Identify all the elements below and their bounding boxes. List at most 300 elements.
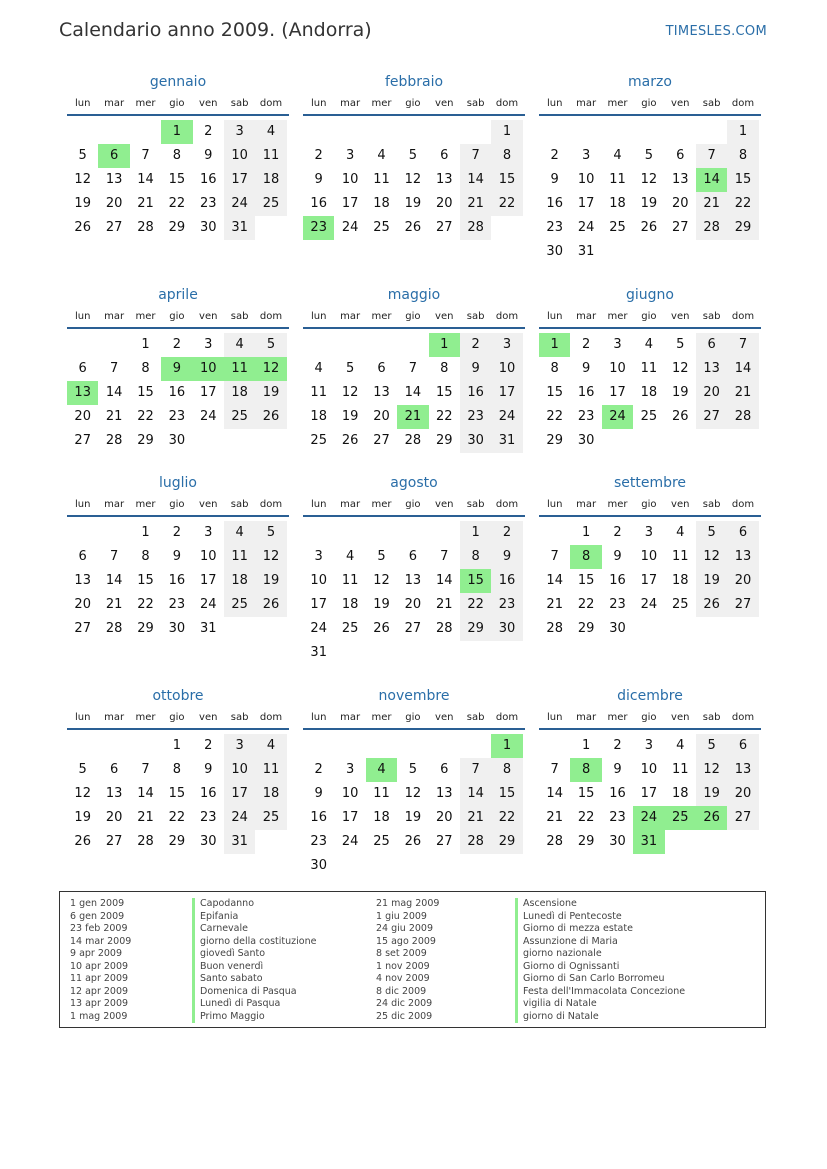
day-cell: 30 — [460, 429, 491, 453]
day-cell: 17 — [224, 782, 255, 806]
legend-holiday-name: Assunzione di Maria — [515, 936, 685, 949]
legend-holiday-name: Giorno di mezza estate — [515, 923, 685, 936]
day-cell: 1 — [491, 120, 522, 144]
day-cell: 11 — [609, 172, 626, 187]
weekday-header — [67, 493, 289, 517]
day-cell: 8 — [141, 361, 150, 376]
day-cell: 1 — [581, 738, 591, 753]
weekday-label: mar — [576, 97, 597, 109]
day-cell: 27 — [74, 621, 91, 636]
weekday-label: ven — [199, 310, 218, 322]
day-cell: 28 — [435, 621, 453, 636]
day-cell: 10 — [640, 549, 658, 564]
day-cell: 25 — [255, 806, 286, 830]
day-cell: 25 — [640, 409, 658, 424]
empty-day — [397, 734, 428, 758]
day-cell: 9 — [314, 786, 323, 801]
day-cell: 11 — [640, 361, 658, 376]
day-cell: 28 — [546, 834, 563, 849]
day-cell: 30 — [491, 617, 522, 641]
holiday-day-cell: 31 — [633, 830, 664, 854]
weekday-label: gio — [405, 711, 421, 723]
weekday-label: mer — [371, 97, 392, 109]
weekday-label: lun — [310, 310, 327, 322]
day-cell: 13 — [373, 385, 390, 400]
weekday-label: dom — [731, 97, 755, 109]
weekday-label: dom — [731, 711, 755, 723]
day-cell: 18 — [373, 810, 390, 825]
day-cell: 11 — [671, 762, 689, 777]
day-cell: 12 — [640, 172, 658, 187]
day-cell: 1 — [727, 120, 758, 144]
day-cell: 7 — [109, 549, 119, 564]
legend-holiday-name: Lunedì di Pentecoste — [515, 911, 685, 924]
month-maggio — [303, 285, 525, 453]
month-aprile — [67, 285, 289, 453]
day-cell: 6 — [440, 762, 449, 777]
day-cell: 22 — [460, 593, 491, 617]
day-cell: 17 — [310, 597, 327, 612]
day-cell: 26 — [404, 220, 422, 235]
month-giugno — [539, 285, 761, 453]
day-cell: 13 — [696, 357, 727, 381]
day-cell: 1 — [141, 525, 150, 540]
day-cell: 12 — [404, 172, 422, 187]
empty-day — [366, 521, 397, 545]
day-cell: 21 — [137, 196, 154, 211]
day-cell: 20 — [74, 409, 91, 424]
day-cell: 24 — [199, 597, 217, 612]
weekday-label: mar — [104, 310, 125, 322]
day-cell: 15 — [727, 168, 758, 192]
empty-day — [98, 120, 129, 144]
day-cell: 20 — [727, 569, 758, 593]
days-grid — [67, 120, 289, 240]
weekday-label: gio — [641, 97, 657, 109]
day-cell: 23 — [491, 593, 522, 617]
days-grid — [67, 734, 289, 854]
day-cell: 27 — [373, 433, 390, 448]
day-cell: 3 — [581, 148, 591, 163]
legend-date: 24 dic 2009 — [376, 998, 433, 1009]
day-cell: 3 — [345, 148, 355, 163]
day-cell: 12 — [404, 786, 422, 801]
day-cell: 5 — [345, 361, 355, 376]
day-cell: 16 — [310, 810, 327, 825]
day-cell: 4 — [613, 148, 622, 163]
weekday-label: sab — [702, 97, 721, 109]
day-cell: 25 — [224, 593, 255, 617]
weekday-label: ven — [671, 498, 690, 510]
day-cell: 18 — [671, 573, 689, 588]
day-cell: 25 — [341, 621, 359, 636]
legend-date: 1 gen 2009 — [70, 898, 125, 909]
empty-day — [366, 333, 397, 357]
days-grid — [303, 734, 525, 878]
holiday-day-cell: 8 — [570, 758, 601, 782]
days-grid — [303, 521, 525, 665]
legend-date: 23 feb 2009 — [70, 923, 128, 934]
day-cell: 12 — [341, 385, 359, 400]
day-cell: 14 — [404, 385, 422, 400]
day-cell: 30 — [168, 621, 186, 636]
day-cell: 10 — [224, 144, 255, 168]
day-cell: 8 — [550, 361, 559, 376]
weekday-label: mar — [340, 310, 361, 322]
empty-day — [460, 734, 491, 758]
day-cell: 14 — [105, 573, 123, 588]
empty-day — [67, 734, 98, 758]
day-cell: 20 — [373, 409, 390, 424]
day-cell: 5 — [408, 762, 417, 777]
empty-day — [602, 120, 633, 144]
day-cell: 5 — [255, 521, 286, 545]
day-cell: 21 — [546, 810, 563, 825]
weekday-label: dom — [731, 498, 755, 510]
day-cell: 24 — [224, 806, 255, 830]
month-name: novembre — [378, 688, 450, 704]
day-cell: 2 — [314, 148, 323, 163]
day-cell: 29 — [168, 220, 186, 235]
day-cell: 27 — [671, 220, 689, 235]
weekday-label: mer — [135, 498, 156, 510]
legend-holiday-name: giorno della costituzione — [192, 936, 316, 949]
day-cell: 21 — [460, 192, 491, 216]
legend-date: 12 apr 2009 — [70, 985, 129, 997]
holiday-day-cell: 15 — [460, 569, 491, 593]
day-cell: 20 — [671, 196, 689, 211]
day-cell: 14 — [727, 357, 758, 381]
legend-holiday-name: Primo Maggio — [192, 1011, 316, 1024]
legend-holiday-name: Festa dell'Immacolata Concezione — [515, 986, 685, 999]
day-cell: 21 — [105, 597, 123, 612]
days-grid — [303, 333, 525, 453]
empty-day — [334, 120, 365, 144]
empty-day — [303, 120, 334, 144]
day-cell: 16 — [168, 385, 186, 400]
day-cell: 26 — [255, 405, 286, 429]
day-cell: 25 — [255, 192, 286, 216]
month-gennaio — [67, 72, 289, 240]
day-cell: 18 — [373, 196, 390, 211]
day-cell: 6 — [440, 148, 449, 163]
empty-day — [98, 333, 129, 357]
day-cell: 20 — [435, 196, 453, 211]
day-cell: 27 — [74, 433, 91, 448]
days-grid — [67, 521, 289, 641]
day-cell: 6 — [727, 734, 758, 758]
day-cell: 26 — [696, 593, 727, 617]
day-cell: 14 — [460, 782, 491, 806]
empty-day — [67, 120, 98, 144]
weekday-header — [539, 92, 761, 116]
day-cell: 28 — [546, 621, 563, 636]
empty-day — [429, 734, 460, 758]
weekday-label: mer — [371, 711, 392, 723]
brand-link[interactable]: TIMESLES.COM — [665, 24, 767, 39]
day-cell: 2 — [613, 525, 622, 540]
day-cell: 10 — [609, 361, 626, 376]
day-cell: 4 — [314, 361, 323, 376]
day-cell: 23 — [310, 834, 327, 849]
day-cell: 12 — [255, 545, 286, 569]
empty-day — [696, 120, 727, 144]
weekday-header — [303, 92, 525, 116]
day-cell: 28 — [727, 405, 758, 429]
empty-day — [397, 521, 428, 545]
weekday-label: lun — [74, 498, 91, 510]
day-cell: 13 — [727, 545, 758, 569]
day-cell: 11 — [373, 172, 390, 187]
empty-day — [334, 734, 365, 758]
empty-day — [460, 120, 491, 144]
day-cell: 16 — [460, 381, 491, 405]
day-cell: 16 — [546, 196, 563, 211]
empty-day — [397, 333, 428, 357]
day-cell: 13 — [435, 786, 453, 801]
legend-date: 4 nov 2009 — [376, 973, 430, 984]
day-cell: 27 — [727, 806, 758, 830]
day-cell: 9 — [613, 549, 622, 564]
day-cell: 6 — [408, 549, 417, 564]
weekday-label: gio — [169, 711, 185, 723]
day-cell: 23 — [199, 196, 217, 211]
day-cell: 25 — [609, 220, 626, 235]
day-cell: 11 — [671, 549, 689, 564]
weekday-label: mar — [340, 498, 361, 510]
day-cell: 11 — [310, 385, 327, 400]
weekday-label: sab — [466, 97, 485, 109]
weekday-label: dom — [495, 498, 519, 510]
day-cell: 22 — [168, 810, 186, 825]
day-cell: 19 — [696, 569, 727, 593]
weekday-header — [67, 305, 289, 329]
day-cell: 14 — [546, 573, 563, 588]
weekday-label: mar — [340, 97, 361, 109]
day-cell: 25 — [224, 405, 255, 429]
weekday-label: ven — [199, 498, 218, 510]
legend-date: 25 dic 2009 — [376, 1010, 433, 1022]
weekday-label: dom — [259, 498, 283, 510]
weekday-label: sab — [466, 498, 485, 510]
weekday-label: ven — [199, 97, 218, 109]
holiday-day-cell: 1 — [539, 333, 570, 357]
holiday-day-cell: 13 — [67, 381, 98, 405]
day-cell: 15 — [435, 385, 453, 400]
day-cell: 30 — [546, 244, 563, 259]
day-cell: 29 — [577, 621, 595, 636]
day-cell: 1 — [460, 521, 491, 545]
day-cell: 28 — [137, 834, 154, 849]
day-cell: 12 — [696, 758, 727, 782]
weekday-label: mar — [576, 498, 597, 510]
day-cell: 16 — [310, 196, 327, 211]
day-cell: 17 — [640, 573, 658, 588]
legend-holiday-name: giorno nazionale — [515, 948, 685, 961]
day-cell: 6 — [78, 549, 87, 564]
weekday-label: lun — [546, 310, 563, 322]
day-cell: 10 — [640, 762, 658, 777]
day-cell: 18 — [224, 569, 255, 593]
legend-holiday-name: Lunedì di Pasqua — [192, 998, 316, 1011]
day-cell: 28 — [105, 621, 123, 636]
weekday-label: dom — [259, 310, 283, 322]
weekday-label: lun — [546, 711, 563, 723]
days-grid — [539, 734, 761, 854]
weekday-label: ven — [435, 711, 454, 723]
legend-holiday-name: Domenica di Pasqua — [192, 986, 316, 999]
weekday-label: mer — [607, 711, 628, 723]
legend-dates-col-1 — [70, 898, 131, 1023]
empty-day — [98, 521, 129, 545]
holiday-day-cell: 1 — [429, 333, 460, 357]
day-cell: 2 — [204, 124, 213, 139]
month-name: maggio — [387, 287, 441, 303]
weekday-header — [539, 305, 761, 329]
day-cell: 18 — [255, 168, 286, 192]
day-cell: 1 — [141, 337, 150, 352]
day-cell: 20 — [727, 782, 758, 806]
day-cell: 23 — [546, 220, 563, 235]
day-cell: 21 — [435, 597, 453, 612]
day-cell: 11 — [224, 545, 255, 569]
weekday-label: dom — [731, 310, 755, 322]
day-cell: 26 — [74, 834, 91, 849]
day-cell: 20 — [105, 196, 123, 211]
weekday-label: sab — [702, 498, 721, 510]
month-name: marzo — [628, 74, 672, 90]
day-cell: 9 — [314, 172, 323, 187]
holiday-day-cell: 6 — [98, 144, 129, 168]
day-cell: 21 — [137, 810, 154, 825]
day-cell: 27 — [696, 405, 727, 429]
day-cell: 22 — [137, 409, 154, 424]
day-cell: 29 — [727, 216, 758, 240]
day-cell: 3 — [644, 525, 653, 540]
weekday-label: ven — [671, 97, 690, 109]
day-cell: 1 — [172, 738, 181, 753]
day-cell: 16 — [491, 569, 522, 593]
day-cell: 24 — [577, 220, 595, 235]
day-cell: 8 — [141, 549, 150, 564]
legend-holiday-name: giovedì Santo — [192, 948, 316, 961]
weekday-label: lun — [310, 97, 327, 109]
legend-date: 1 giu 2009 — [376, 910, 427, 922]
empty-day — [67, 521, 98, 545]
day-cell: 2 — [581, 337, 591, 352]
day-cell: 31 — [224, 830, 255, 854]
day-cell: 26 — [341, 433, 359, 448]
day-cell: 7 — [727, 333, 758, 357]
day-cell: 22 — [435, 409, 453, 424]
day-cell: 20 — [74, 597, 91, 612]
day-cell: 4 — [224, 333, 255, 357]
day-cell: 17 — [341, 196, 359, 211]
day-cell: 29 — [168, 834, 186, 849]
day-cell: 3 — [204, 337, 213, 352]
day-cell: 18 — [310, 409, 327, 424]
day-cell: 30 — [577, 433, 595, 448]
day-cell: 4 — [345, 549, 355, 564]
day-cell: 12 — [74, 172, 91, 187]
legend-names-col-2 — [515, 898, 685, 1023]
day-cell: 30 — [310, 858, 327, 873]
weekday-header — [539, 706, 761, 730]
day-cell: 2 — [491, 521, 522, 545]
day-cell: 3 — [345, 762, 355, 777]
day-cell: 30 — [609, 834, 626, 849]
day-cell: 27 — [435, 220, 453, 235]
day-cell: 24 — [224, 192, 255, 216]
day-cell: 4 — [224, 521, 255, 545]
legend-date: 8 dic 2009 — [376, 985, 427, 997]
day-cell: 23 — [460, 405, 491, 429]
day-cell: 5 — [377, 549, 386, 564]
weekday-label: mar — [576, 711, 597, 723]
legend-date: 21 mag 2009 — [376, 898, 440, 909]
weekday-label: sab — [230, 97, 249, 109]
day-cell: 24 — [199, 409, 217, 424]
month-name: settembre — [613, 475, 687, 491]
empty-day — [633, 120, 664, 144]
day-cell: 30 — [199, 220, 217, 235]
holiday-day-cell: 1 — [161, 120, 192, 144]
weekday-label: mer — [135, 97, 156, 109]
day-cell: 14 — [460, 168, 491, 192]
weekday-label: ven — [435, 97, 454, 109]
day-cell: 8 — [727, 144, 758, 168]
day-cell: 7 — [460, 144, 491, 168]
day-cell: 9 — [204, 148, 213, 163]
day-cell: 19 — [74, 810, 91, 825]
day-cell: 2 — [172, 337, 181, 352]
month-name: luglio — [159, 475, 197, 491]
day-cell: 9 — [172, 549, 181, 564]
day-cell: 7 — [550, 762, 559, 777]
day-cell: 28 — [460, 216, 491, 240]
days-grid — [539, 120, 761, 264]
weekday-header — [303, 305, 525, 329]
day-cell: 22 — [491, 192, 522, 216]
legend-date: 9 apr 2009 — [70, 948, 123, 959]
day-cell: 9 — [550, 172, 559, 187]
day-cell: 22 — [577, 810, 595, 825]
day-cell: 11 — [255, 144, 286, 168]
weekday-label: ven — [671, 711, 690, 723]
day-cell: 26 — [74, 220, 91, 235]
holiday-day-cell: 14 — [696, 168, 727, 192]
empty-day — [98, 734, 129, 758]
day-cell: 29 — [546, 433, 563, 448]
day-cell: 29 — [491, 830, 522, 854]
empty-day — [130, 120, 161, 144]
day-cell: 4 — [255, 734, 286, 758]
day-cell: 5 — [78, 762, 87, 777]
day-cell: 2 — [613, 738, 622, 753]
weekday-label: lun — [74, 711, 91, 723]
day-cell: 8 — [460, 545, 491, 569]
day-cell: 23 — [609, 597, 626, 612]
weekday-label: dom — [495, 97, 519, 109]
day-cell: 11 — [341, 573, 359, 588]
day-cell: 19 — [640, 196, 658, 211]
day-cell: 27 — [105, 220, 123, 235]
month-agosto — [303, 473, 525, 665]
weekday-header — [303, 493, 525, 517]
day-cell: 16 — [199, 786, 217, 801]
empty-day — [130, 734, 161, 758]
day-cell: 29 — [460, 617, 491, 641]
